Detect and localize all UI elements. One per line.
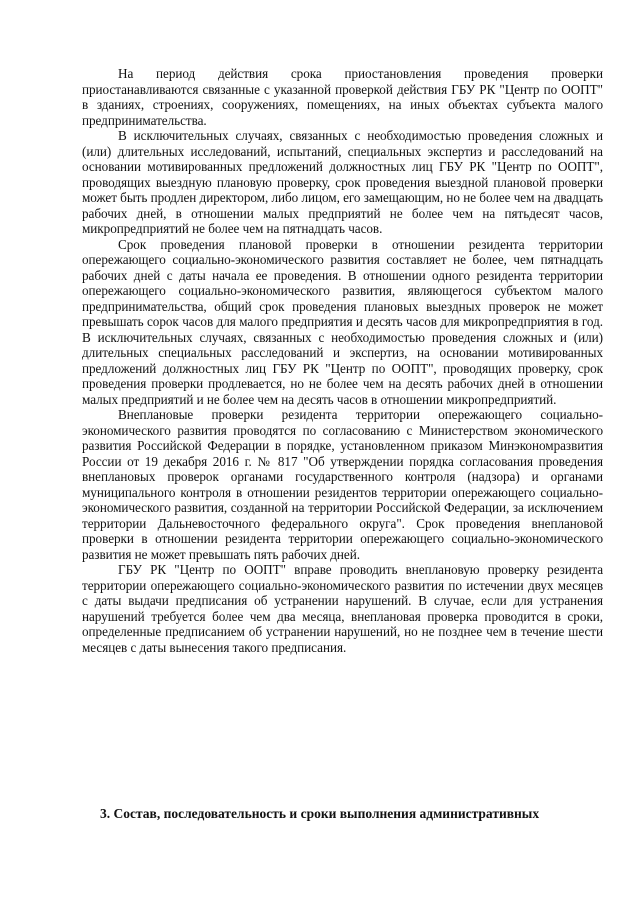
section-heading: 3. Состав, последовательность и сроки выполнения административных [100, 806, 540, 821]
paragraph-suspension-period: На период действия срока приостановления проведения проверки приостанавливаются связанные с указанной проверкой действия ГБУ РК "Центр по ООПТ" в зданиях, строениях, сооружениях, помещениях, на иных объектах субъекта малого предпринимательства. [82, 66, 603, 128]
document-body [82, 66, 603, 655]
paragraph-planned-inspection-term: Срок проведения плановой проверки в отношении резидента территории опережающего социально-экономического развития составляет не более, чем пятнадцать рабочих дней с даты начала ее проведения. В отношении одного резидента территории опережающего социально-экономического развития, являющегося субъектом малого предпринимательства, общий срок проведения плановых выездных проверок не может превышать сорок часов для малого предприятия и десять часов для микропредприятия в год. В исключительных случаях, связанных с необходимостью проведения сложных и (или) длительных специальных расследований и экспертиз, на основании мотивированных предложений должностных лиц ГБУ РК "Центр по ООПТ", проводящих проверку, срок проведения проверки продлевается, но не более чем на десять рабочих дней в отношении малых предприятий и не более чем на десять часов в отношении микропредприятий. [82, 236, 603, 407]
paragraph-unscheduled-after-order: ГБУ РК "Центр по ООПТ" вправе проводить внеплановую проверку резидента территории опережающего социально-экономического развития по истечении двух месяцев с даты выдачи предписания об устранении нарушений. В случае, если для устранения нарушений требуется более чем два месяца, внеплановая проверка проводится в сроки, определенные предписанием об устранении нарушений, но не позднее чем в течение шести месяцев с даты вынесения такого предписания. [82, 562, 603, 655]
paragraph-unscheduled-inspections: Внеплановые проверки резидента территории опережающего социально-экономического развития проводятся по согласованию с Министерством экономического развития Российской Федерации в порядке, установленном приказом Минэкономразвития России от 19 декабря 2016 г. № 817 "Об утверждении порядка согласования проведения внеплановых проверок органами государственного контроля (надзора) и органами муниципального контроля в отношении резидентов территории опережающего социально-экономического развития, созданной на территории Российской Федерации, за исключением территории Дальневосточного федерального округа". Срок проведения внеплановой проверки в отношении резидента территории опережающего социально-экономического развития не может превышать пять рабочих дней. [82, 407, 603, 562]
paragraph-extension-exceptional-cases: В исключительных случаях, связанных с необходимостью проведения сложных и (или) длительных исследований, испытаний, специальных экспертиз и расследований на основании мотивированных предложений должностных лиц ГБУ РК "Центр по ООПТ", проводящих выездную плановую проверку, срок проведения выездной плановой проверки может быть продлен директором, либо лицом, его замещающим, но не более чем на двадцать рабочих дней, в отношении малых предприятий не более чем на пятьдесят часов, микропредприятий не более чем на пятнадцать часов. [82, 128, 603, 236]
